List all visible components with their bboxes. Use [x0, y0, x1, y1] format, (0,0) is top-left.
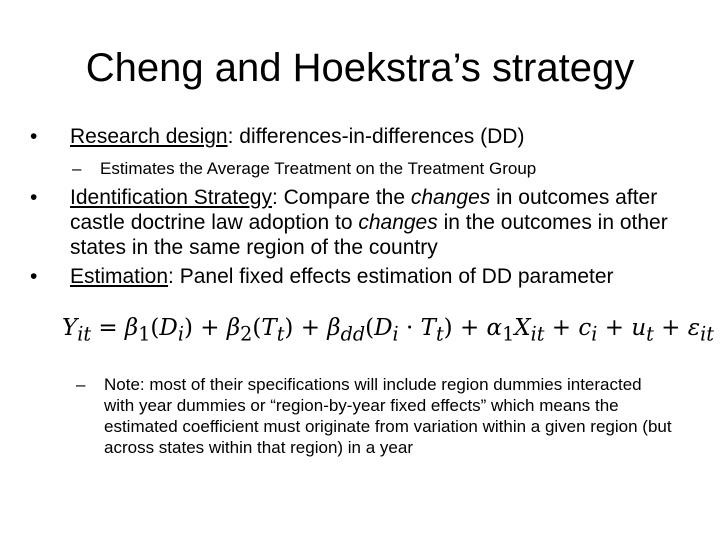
equation-rendered: $Y_{it} = \beta_1(D_i) + \beta_2(T_t) + \beta_{dd}(D_i \cdot T_t) + \alpha_1X_{it} + c_i + u_t + \varepsilon_{it}$ [62, 315, 714, 346]
bullet-sep: : [168, 265, 174, 288]
sub-bullet-text: Note: most of their specifications will include region dummies interacted with year dummies or “region-by-year fixed effects” which means the estimated coefficient must originate from variation within a given region (but across states within that region) in a year [104, 375, 672, 457]
sub-bullet-att [72, 158, 692, 179]
bullet-emphasis: changes [358, 211, 438, 234]
bullet-term: Estimation [70, 265, 169, 288]
bullet-text-b: in outcomes after castle doctrine law adoption to [70, 186, 658, 234]
bullet-text-a: Compare the [277, 186, 411, 209]
bullet-identification-strategy [30, 185, 688, 260]
bullet-research-design [30, 124, 688, 149]
bullet-body [70, 124, 688, 149]
bullet-body [70, 264, 688, 289]
bullet-dot: • [30, 125, 38, 148]
bullet-body [70, 185, 688, 260]
bullet-text: Panel fixed effects estimation of DD parameter [173, 265, 614, 288]
sub-bullet-dash: – [76, 375, 86, 394]
bullet-estimation [30, 264, 688, 289]
bullet-text-c: in the outcomes in other states in the same region of the country [70, 211, 668, 259]
sub-bullet-text: Estimates the Average Treatment on the Treatment Group [100, 159, 537, 178]
sub-bullet-note [76, 374, 676, 458]
bullet-dot: • [30, 186, 38, 209]
bullet-sep: : [271, 186, 278, 209]
bullet-term: Identification Strategy [70, 186, 272, 209]
sub-bullet-dash: – [72, 159, 82, 178]
bullet-emphasis: changes [410, 186, 491, 209]
bullet-dot: • [30, 265, 38, 288]
slide-title: Cheng and Hoekstra’s strategy [85, 46, 635, 90]
dd-equation [62, 310, 714, 353]
bullet-sep: : [227, 125, 234, 148]
bullet-text: differences-in-differences (DD) [233, 125, 525, 148]
bullet-term: Research design [70, 125, 228, 148]
